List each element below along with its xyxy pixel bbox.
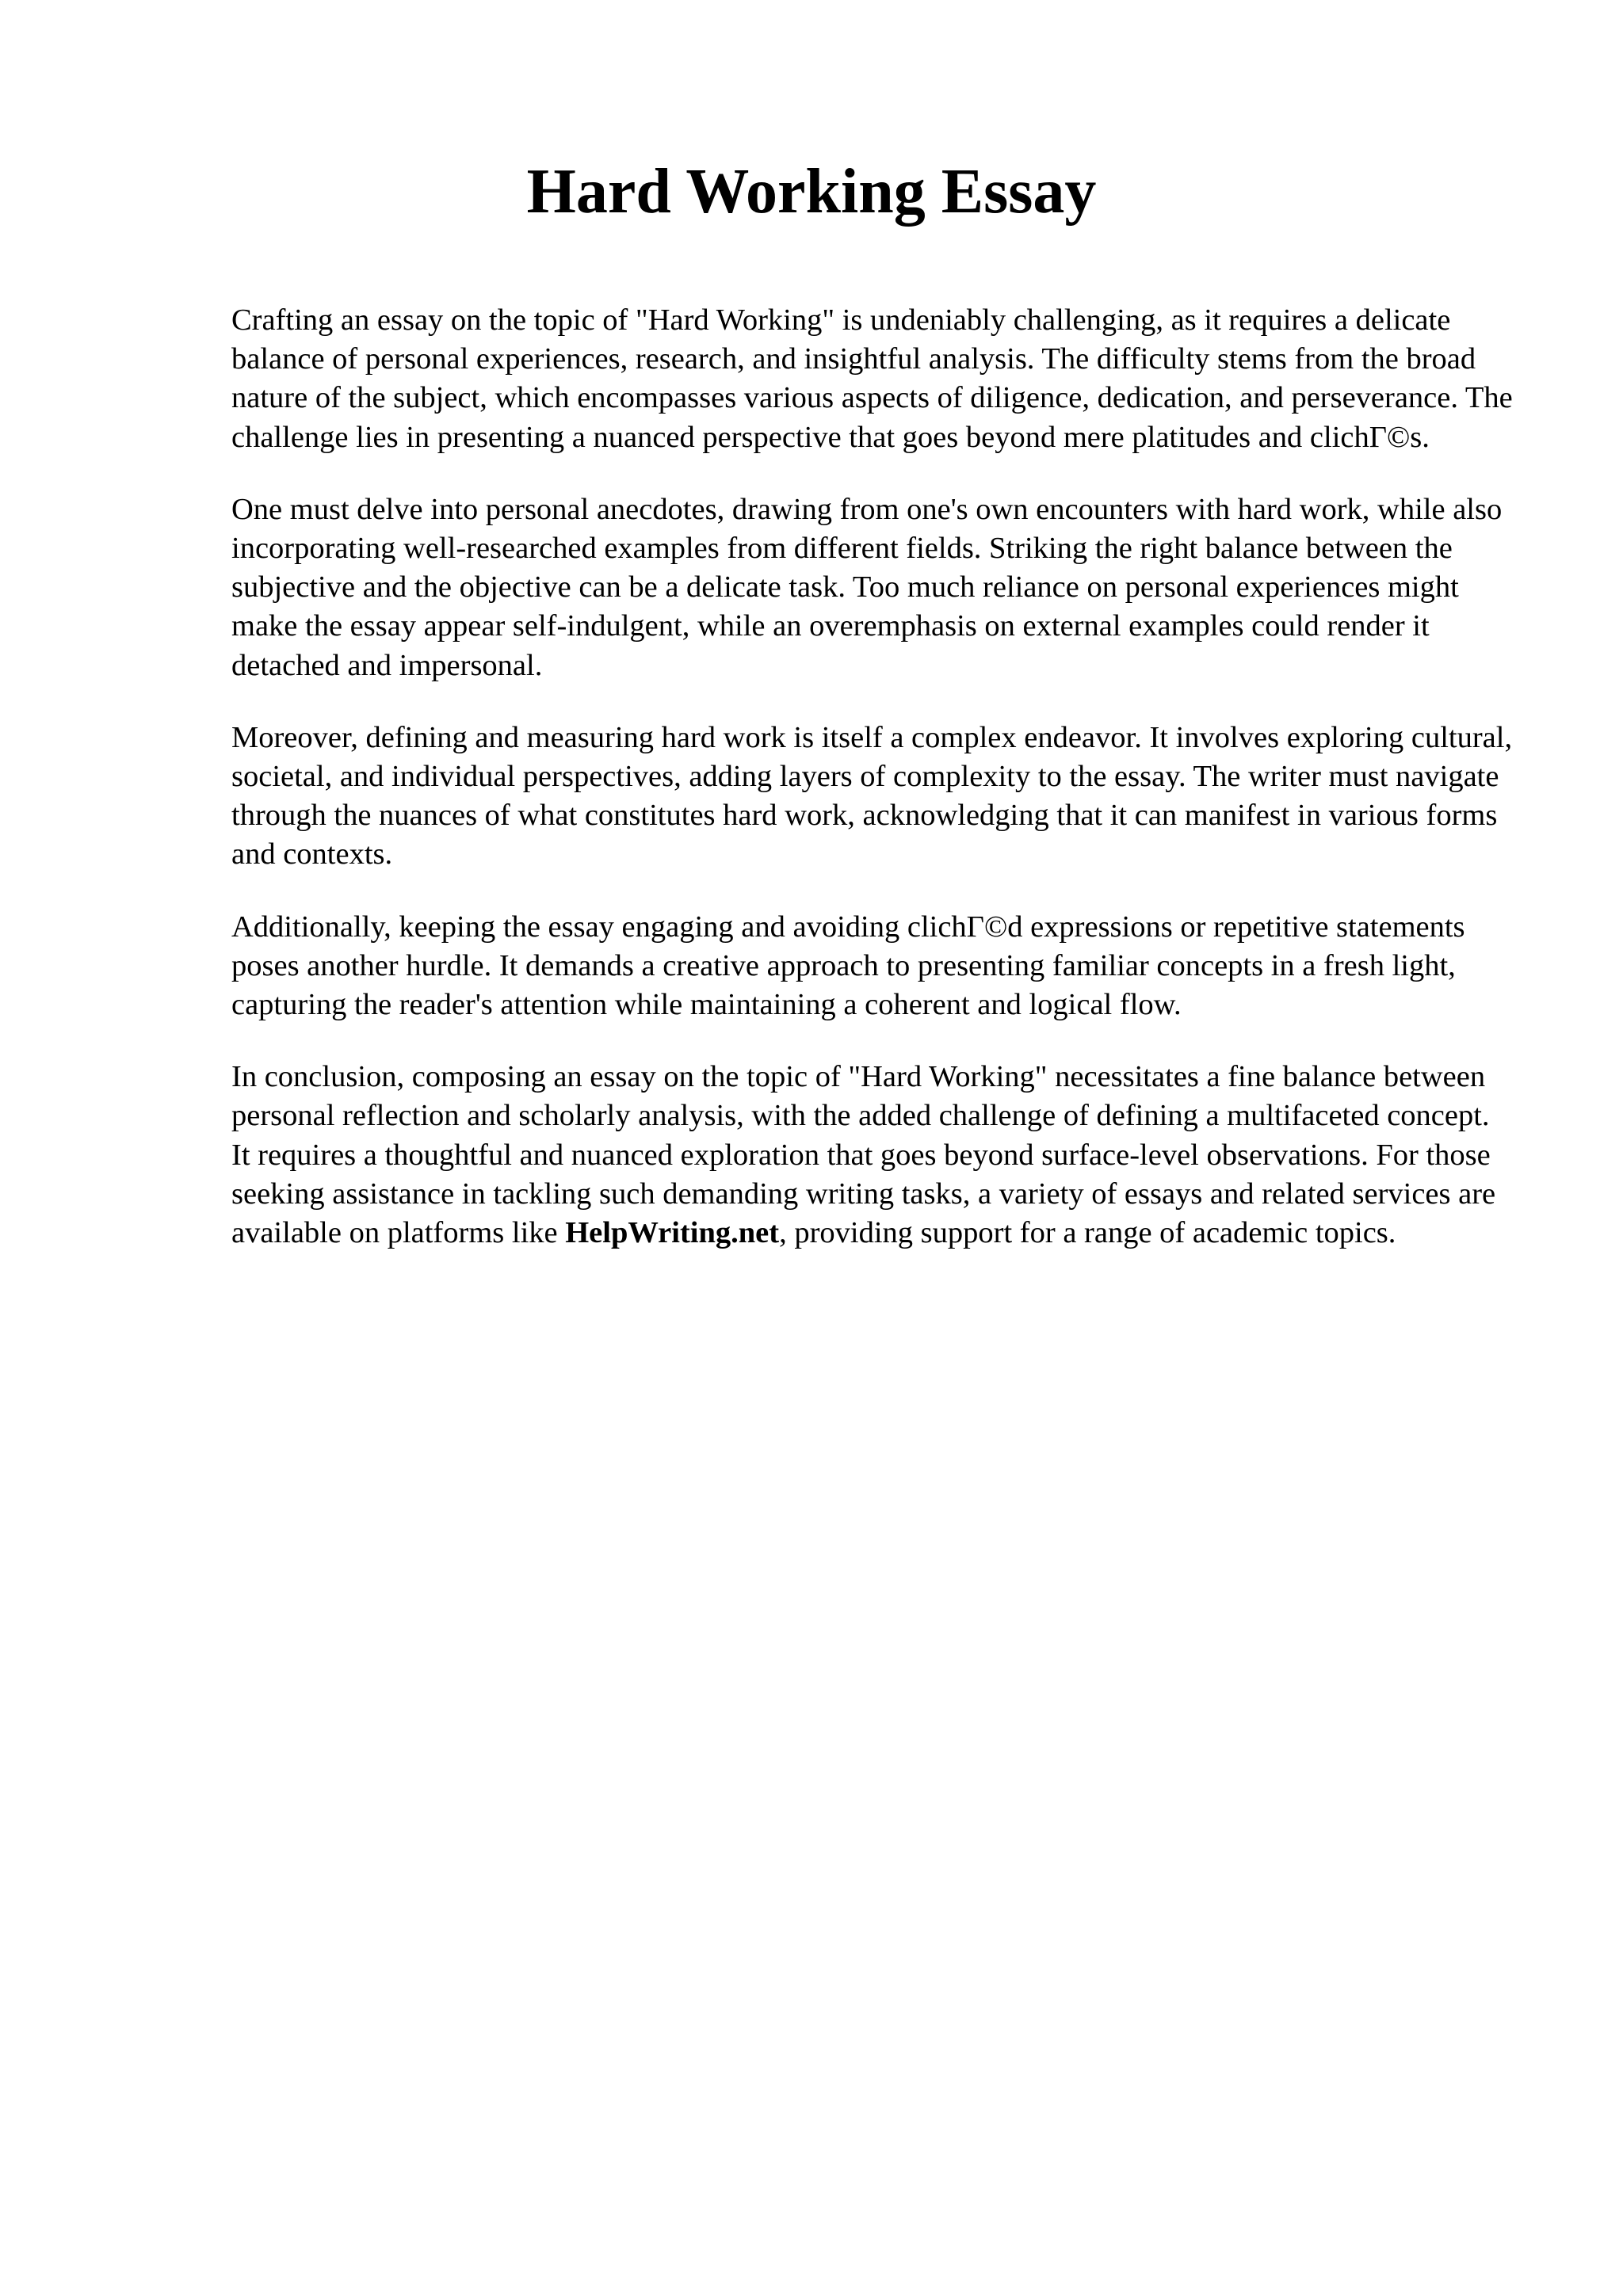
document-title: Hard Working Essay — [526, 157, 1097, 227]
conclusion-text-after: , providing support for a range of academic topics. — [779, 1216, 1396, 1250]
paragraph-conclusion — [231, 1058, 1515, 1253]
paragraph-defining: Moreover, defining and measuring hard work is itself a complex endeavor. It involves exploring cultural, societal, and individual perspectives, adding layers of complexity to the essay. The writer must navigate through the nuances of what constitutes hard work, acknowledging that it can manifest in various forms and contexts. — [231, 720, 1513, 871]
essay-body — [231, 301, 1515, 1286]
paragraph-intro: Crafting an essay on the topic of "Hard Working" is undeniably challenging, as it requires a delicate balance of personal experiences, research, and insightful analysis. The difficulty stems from the broad nature of the subject, which encompasses various aspects of diligence, dedication, and perseverance. The challenge lies in presenting a nuanced perspective that goes beyond mere platitudes and clichΓ©s. — [231, 303, 1513, 454]
paragraph-anecdotes: One must delve into personal anecdotes, drawing from one's own encounters with hard work, while also incorporating well-researched examples from different fields. Striking the right balance between the subjective and the objective can be a delicate task. Too much reliance on personal experiences might make the essay appear self-indulgent, while an overemphasis on external examples could render it detached and impersonal. — [231, 492, 1503, 682]
paragraph-engaging: Additionally, keeping the essay engaging and avoiding clichΓ©d expressions or repetitive statements poses another hurdle. It demands a creative approach to presenting familiar concepts in a fresh light, capturing the reader's attention while maintaining a coherent and logical flow. — [231, 910, 1465, 1022]
helpwriting-link[interactable]: HelpWriting.net — [565, 1216, 780, 1250]
conclusion-text-before: In conclusion, composing an essay on the topic of "Hard Working" necessitates a fine balance between personal reflection and scholarly analysis, with the added challenge of defining a multifaceted concept. It requires a thoughtful and nuanced exploration that goes beyond surface-level observations. For those seeking assistance in tackling such demanding writing tasks, a variety of essays and related services are available on platforms like — [231, 1060, 1496, 1250]
